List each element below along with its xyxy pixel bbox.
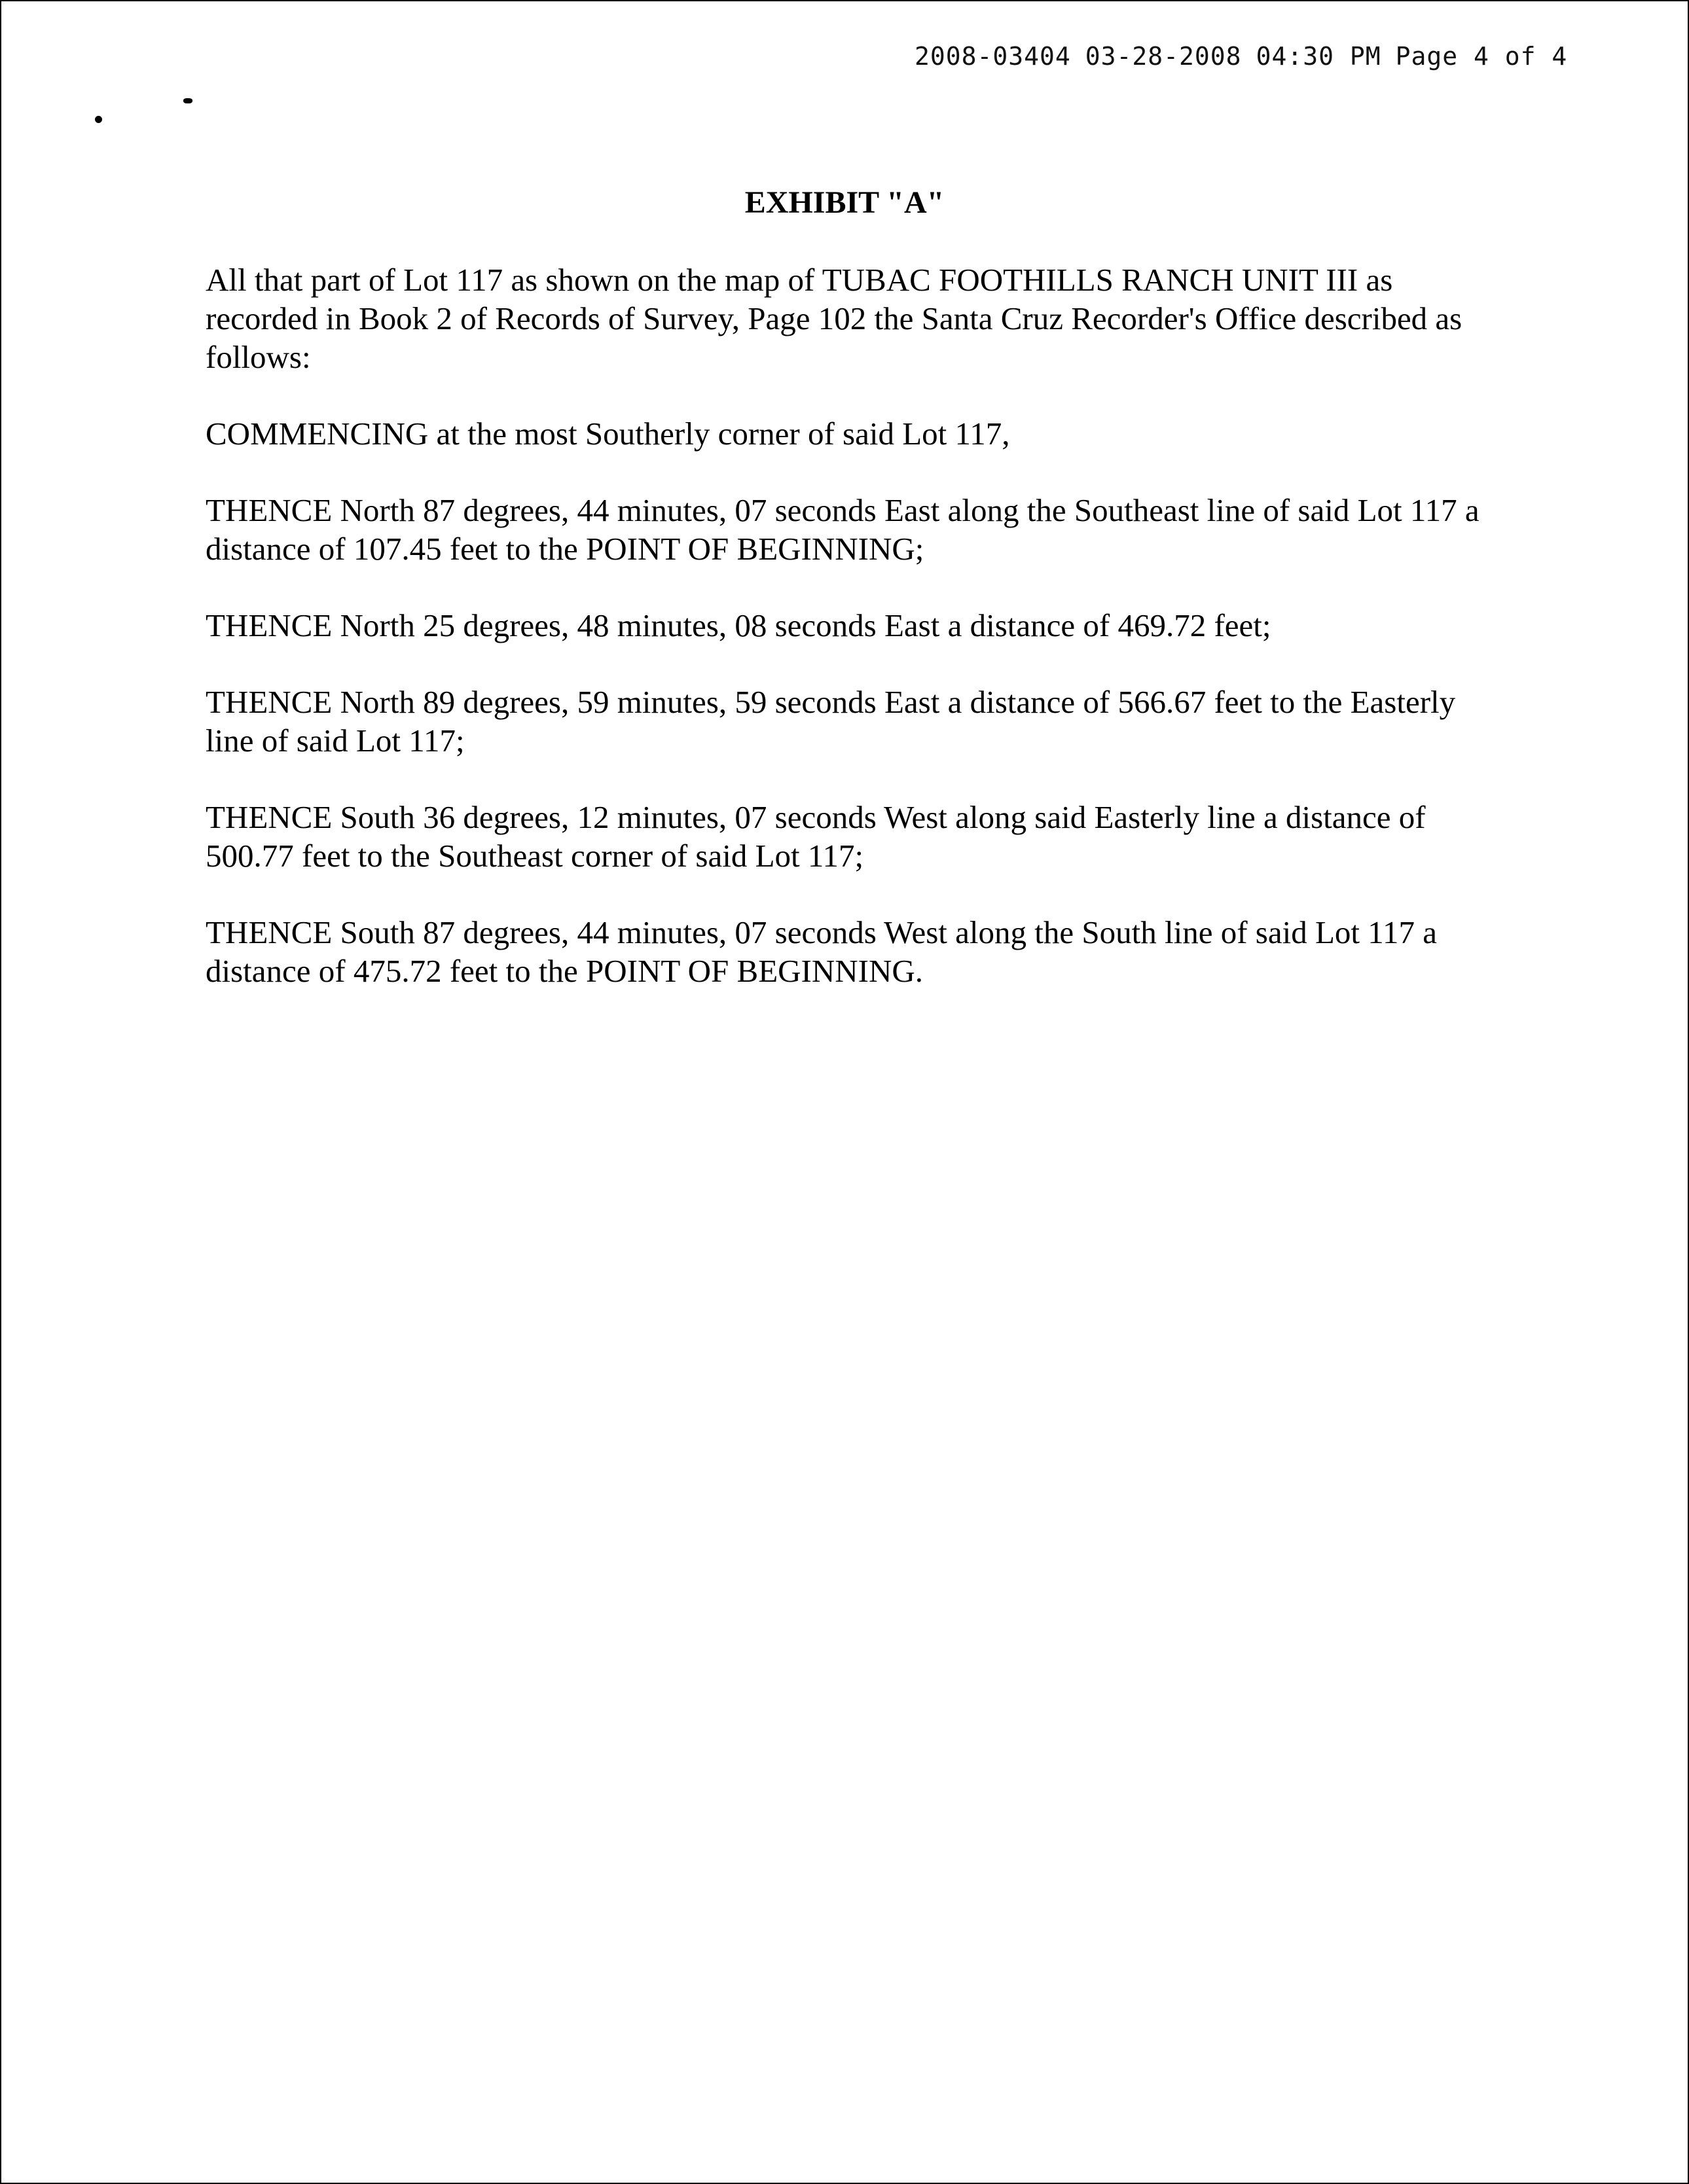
fax-header: [915, 42, 1567, 71]
course-paragraph: THENCE South 87 degrees, 44 minutes, 07 seconds West along the South line of said Lot 117 a distance of 475.72 feet to the POINT OF BEGINNING.: [206, 914, 1437, 989]
exhibit-title: EXHIBIT "A": [744, 185, 945, 220]
page-indicator: Page 4 of 4: [1395, 42, 1568, 71]
legal-description: [206, 260, 1502, 1028]
course-paragraph: THENCE North 25 degrees, 48 minutes, 08 seconds East a distance of 469.72 feet;: [206, 607, 1271, 643]
course-paragraph: THENCE North 87 degrees, 44 minutes, 07 seconds East along the Southeast line of said Lot 117 a distance of 107.45 feet to the POINT OF BEGINNING;: [206, 492, 1480, 567]
document-number: 2008-03404: [915, 42, 1071, 71]
scan-speck: [183, 98, 192, 103]
fax-date: 03-28-2008: [1085, 42, 1242, 71]
intro-paragraph: All that part of Lot 117 as shown on the map of TUBAC FOOTHILLS RANCH UNIT III as recorded in Book 2 of Records of Survey, Page 102 the Santa Cruz Recorder's Office described as follows:: [206, 262, 1462, 375]
fax-time: 04:30 PM: [1256, 42, 1381, 71]
course-paragraph: THENCE South 36 degrees, 12 minutes, 07 seconds West along said Easterly line a distance of 500.77 feet to the Southeast corner of said Lot 117;: [206, 799, 1426, 874]
scan-speck: [95, 116, 102, 123]
course-paragraph: THENCE North 89 degrees, 59 minutes, 59 seconds East a distance of 566.67 feet to the Easterly line of said Lot 117;: [206, 684, 1456, 759]
commencing-paragraph: COMMENCING at the most Southerly corner of said Lot 117,: [206, 416, 1010, 452]
